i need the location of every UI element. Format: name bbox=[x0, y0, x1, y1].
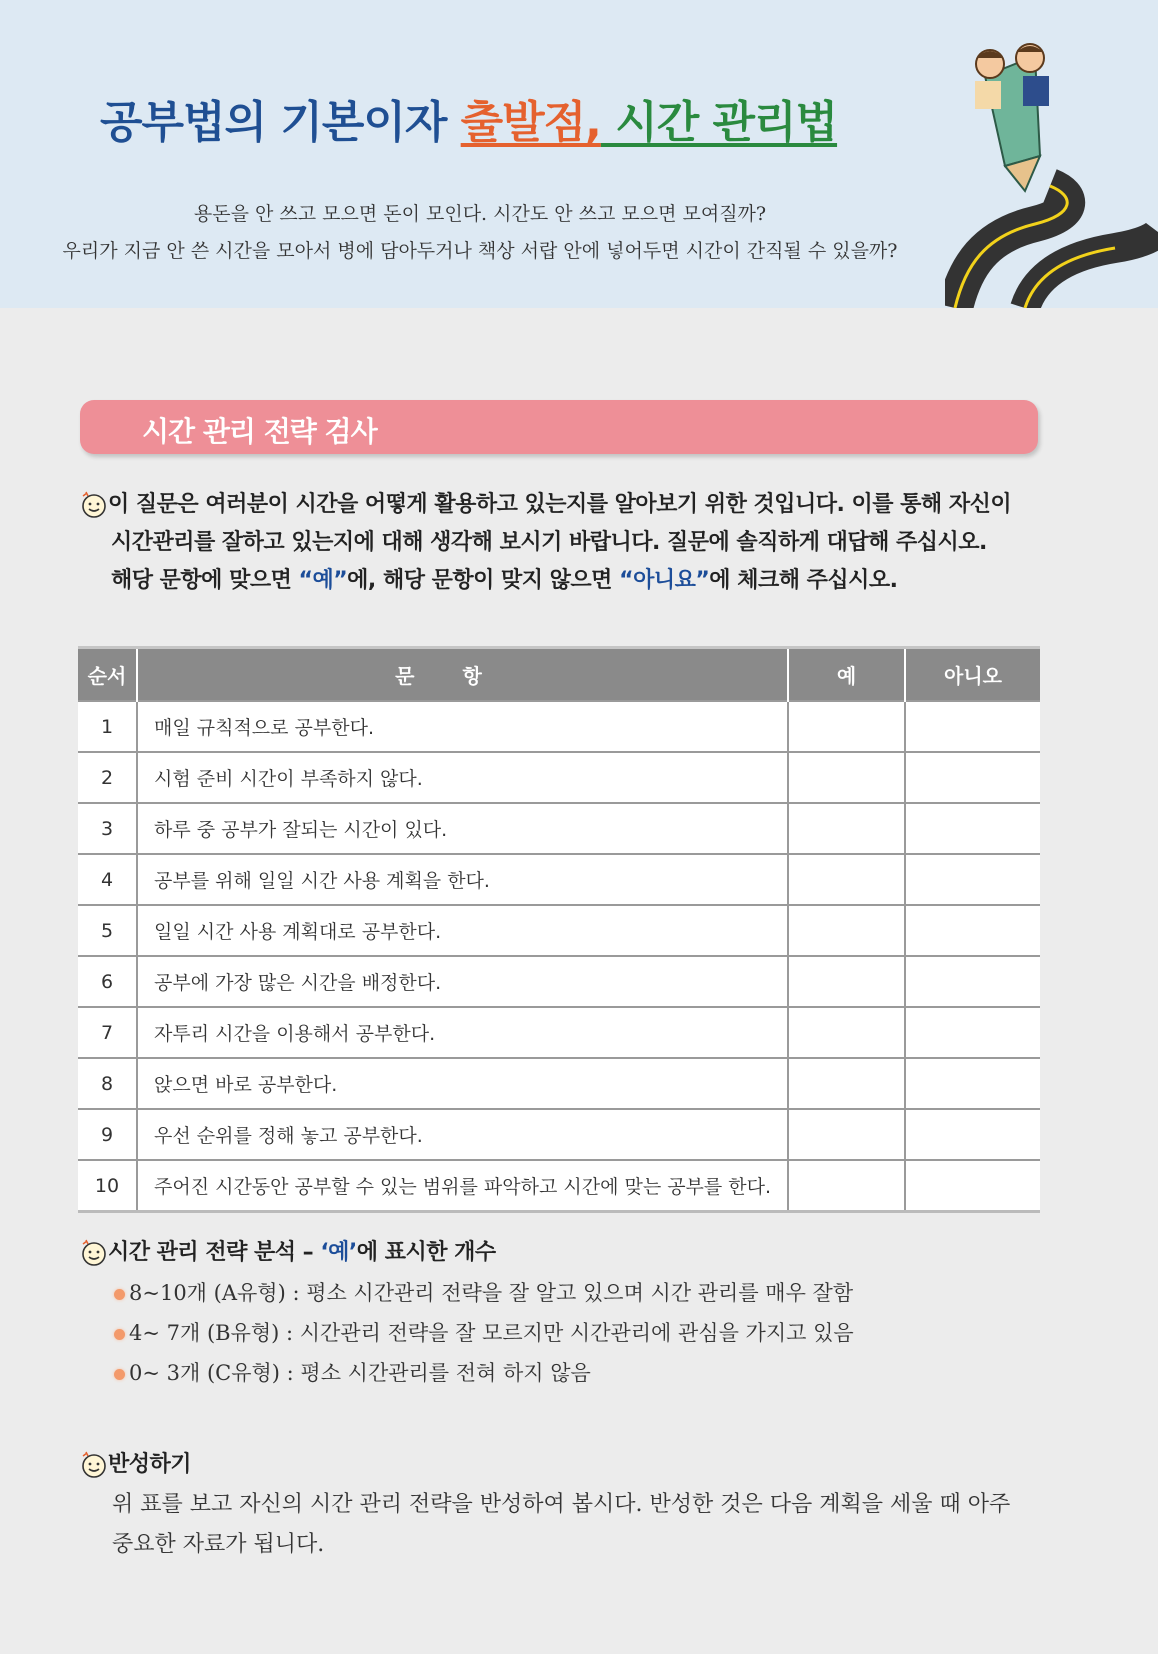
analysis-title-b: 에 표시한 개수 bbox=[356, 1240, 496, 1265]
no-checkbox-cell[interactable] bbox=[905, 752, 1040, 803]
title-part-1: 공부법의 기본이자 bbox=[100, 97, 461, 148]
reflection-line-1: 위 표를 보고 자신의 시간 관리 전략을 반성하여 봅시다. 반성한 것은 다음 계획을 세울 때 아주 bbox=[112, 1492, 1011, 1517]
intro-line-1: 용돈을 안 쓰고 모으면 돈이 모인다. 시간도 안 쓰고 모으면 모여질까? bbox=[193, 203, 767, 225]
row-question: 매일 규칙적으로 공부한다. bbox=[137, 701, 788, 752]
row-question: 시험 준비 시간이 부족하지 않다. bbox=[137, 752, 788, 803]
no-checkbox-cell[interactable] bbox=[905, 905, 1040, 956]
row-number: 3 bbox=[78, 803, 137, 854]
table-header-row bbox=[78, 648, 1040, 702]
smiley-icon bbox=[80, 491, 108, 519]
intro-text bbox=[0, 196, 960, 270]
header-question: 문항 bbox=[137, 648, 788, 702]
analysis-item-text: 8~10개 (A유형) : 평소 시간관리 전략을 잘 알고 있으며 시간 관리를 매우 잘함 bbox=[129, 1281, 854, 1305]
analysis-item-text: 4~ 7개 (B유형) : 시간관리 전략을 잘 모르지만 시간관리에 관심을 가지고 있음 bbox=[129, 1321, 854, 1345]
yes-checkbox-cell[interactable] bbox=[788, 854, 905, 905]
reflection-text bbox=[112, 1485, 1060, 1565]
yes-checkbox-cell[interactable] bbox=[788, 752, 905, 803]
table-row bbox=[78, 803, 1040, 854]
instructions-text-1: 이 질문은 여러분이 시간을 어떻게 활용하고 있는지를 알아보기 위한 것입니다. 이를 통해 자신이 bbox=[108, 492, 1012, 517]
row-question: 우선 순위를 정해 놓고 공부한다. bbox=[137, 1109, 788, 1160]
smiley-icon bbox=[80, 1451, 108, 1479]
pencil-rider-icon bbox=[975, 44, 1049, 191]
table-row bbox=[78, 701, 1040, 752]
no-checkbox-cell[interactable] bbox=[905, 1058, 1040, 1109]
table-row bbox=[78, 854, 1040, 905]
row-number: 10 bbox=[78, 1160, 137, 1212]
section-title-bar bbox=[80, 400, 1038, 454]
reflection-section bbox=[80, 1447, 1060, 1565]
survey-table bbox=[78, 646, 1040, 1213]
instructions bbox=[80, 486, 1060, 600]
yes-checkbox-cell[interactable] bbox=[788, 1160, 905, 1212]
bullet-dot-icon bbox=[114, 1289, 125, 1300]
table-row bbox=[78, 752, 1040, 803]
title-part-3: 시간 관리법 bbox=[600, 97, 838, 148]
instr-3a: 해당 문항에 맞으면 bbox=[111, 568, 299, 593]
analysis-title-a: 시간 관리 전략 분석 – bbox=[108, 1240, 321, 1265]
instr-yes: “예” bbox=[298, 568, 348, 593]
bullet-dot-icon bbox=[114, 1369, 125, 1380]
no-checkbox-cell[interactable] bbox=[905, 854, 1040, 905]
table-body bbox=[78, 701, 1040, 1212]
table-row bbox=[78, 1007, 1040, 1058]
row-number: 7 bbox=[78, 1007, 137, 1058]
row-number: 4 bbox=[78, 854, 137, 905]
bullet-dot-icon bbox=[114, 1329, 125, 1340]
analysis-title-yes: ‘예’ bbox=[320, 1240, 357, 1265]
title-part-2: 출발점, bbox=[460, 97, 601, 148]
instr-no: “아니요” bbox=[619, 568, 710, 593]
smiley-icon bbox=[80, 1239, 108, 1267]
instructions-line-2: 시간관리를 잘하고 있는지에 대해 생각해 보시기 바랍니다. 질문에 솔직하게 대답해 주십시오. bbox=[111, 530, 987, 555]
road-illustration bbox=[945, 36, 1158, 308]
no-checkbox-cell[interactable] bbox=[905, 1007, 1040, 1058]
instr-3c: 에 체크해 주십시오. bbox=[709, 568, 898, 593]
table-row bbox=[78, 1058, 1040, 1109]
table-row bbox=[78, 956, 1040, 1007]
header-banner bbox=[0, 0, 1158, 308]
instr-3b: 에, 해당 문항이 맞지 않으면 bbox=[347, 568, 620, 593]
row-number: 5 bbox=[78, 905, 137, 956]
yes-checkbox-cell[interactable] bbox=[788, 803, 905, 854]
no-checkbox-cell[interactable] bbox=[905, 956, 1040, 1007]
reflection-line-2: 중요한 자료가 됩니다. bbox=[112, 1532, 325, 1557]
yes-checkbox-cell[interactable] bbox=[788, 905, 905, 956]
list-item bbox=[114, 1353, 1080, 1393]
reflection-title-text: 반성하기 bbox=[108, 1452, 192, 1477]
row-question: 자투리 시간을 이용해서 공부한다. bbox=[137, 1007, 788, 1058]
yes-checkbox-cell[interactable] bbox=[788, 1109, 905, 1160]
no-checkbox-cell[interactable] bbox=[905, 701, 1040, 752]
row-question: 공부를 위해 일일 시간 사용 계획을 한다. bbox=[137, 854, 788, 905]
yes-checkbox-cell[interactable] bbox=[788, 956, 905, 1007]
no-checkbox-cell[interactable] bbox=[905, 1160, 1040, 1212]
row-number: 6 bbox=[78, 956, 137, 1007]
no-checkbox-cell[interactable] bbox=[905, 803, 1040, 854]
list-item bbox=[114, 1313, 1080, 1353]
analysis-title bbox=[80, 1235, 1080, 1267]
yes-checkbox-cell[interactable] bbox=[788, 701, 905, 752]
table-row bbox=[78, 1160, 1040, 1212]
yes-checkbox-cell[interactable] bbox=[788, 1058, 905, 1109]
row-question: 하루 중 공부가 잘되는 시간이 있다. bbox=[137, 803, 788, 854]
intro-line-2: 우리가 지금 안 쓴 시간을 모아서 병에 담아두거나 책상 서랍 안에 넣어두면 시간이 간직될 수 있을까? bbox=[62, 240, 898, 262]
analysis-section bbox=[80, 1235, 1080, 1393]
no-checkbox-cell[interactable] bbox=[905, 1109, 1040, 1160]
row-question: 일일 시간 사용 계획대로 공부한다. bbox=[137, 905, 788, 956]
section-title: 시간 관리 전략 검사 bbox=[142, 415, 377, 448]
table-row bbox=[78, 905, 1040, 956]
row-number: 1 bbox=[78, 701, 137, 752]
instructions-line-3 bbox=[80, 562, 1060, 600]
yes-checkbox-cell[interactable] bbox=[788, 1007, 905, 1058]
header-order: 순서 bbox=[78, 648, 137, 702]
header-yes: 예 bbox=[788, 648, 905, 702]
list-item bbox=[114, 1273, 1080, 1313]
row-number: 2 bbox=[78, 752, 137, 803]
row-question: 앉으면 바로 공부한다. bbox=[137, 1058, 788, 1109]
header-no: 아니오 bbox=[905, 648, 1040, 702]
analysis-item-text: 0~ 3개 (C유형) : 평소 시간관리를 전혀 하지 않음 bbox=[129, 1361, 591, 1385]
reflection-title bbox=[80, 1447, 1060, 1479]
analysis-list bbox=[114, 1273, 1080, 1393]
row-number: 8 bbox=[78, 1058, 137, 1109]
row-question: 주어진 시간동안 공부할 수 있는 범위를 파악하고 시간에 맞는 공부를 한다. bbox=[137, 1160, 788, 1212]
instructions-line-1 bbox=[80, 486, 1060, 524]
row-number: 9 bbox=[78, 1109, 137, 1160]
row-question: 공부에 가장 많은 시간을 배정한다. bbox=[137, 956, 788, 1007]
table-row bbox=[78, 1109, 1040, 1160]
page-title bbox=[100, 86, 837, 150]
